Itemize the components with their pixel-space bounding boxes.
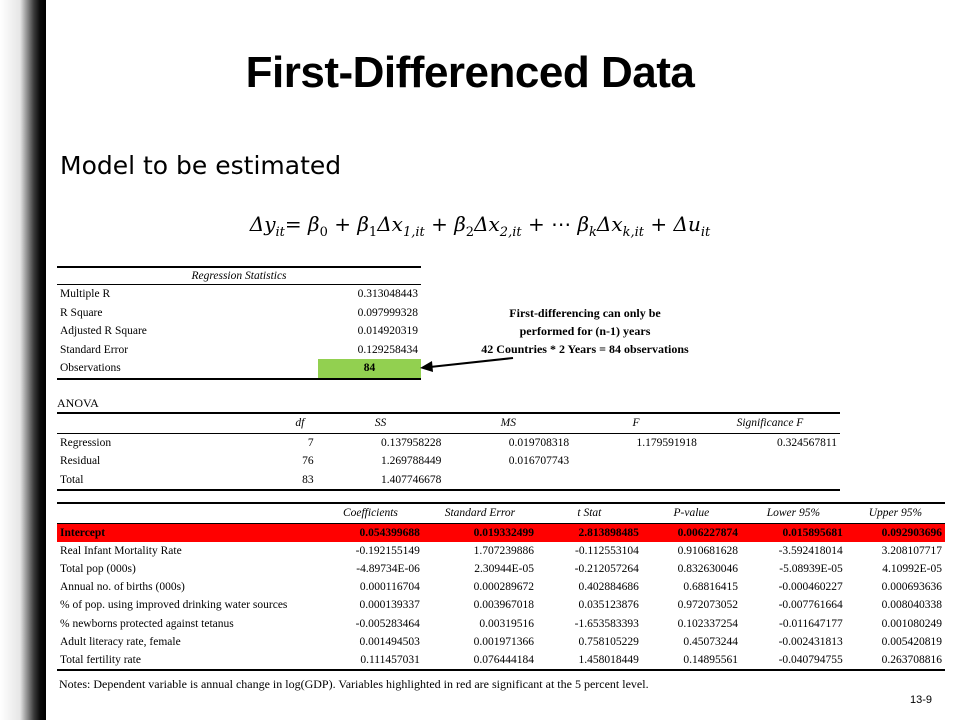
table-cell: 0.015895681 bbox=[741, 523, 846, 542]
table-cell: 0.00319516 bbox=[479, 617, 534, 630]
table-row bbox=[57, 452, 840, 471]
table-cell: -0.011647177 bbox=[779, 617, 843, 630]
table-cell: -0.002431813 bbox=[778, 635, 843, 648]
stat-value: 0.129258434 bbox=[357, 343, 418, 356]
table-cell: 3.208107717 bbox=[881, 544, 942, 557]
table-cell: 1.407746678 bbox=[317, 471, 445, 491]
regression-statistics-table bbox=[57, 266, 421, 380]
table-cell: 0.45073244 bbox=[683, 635, 738, 648]
table-row bbox=[57, 578, 945, 596]
table-cell: 4.10992E-05 bbox=[882, 563, 942, 575]
stat-label: Observations bbox=[57, 359, 318, 379]
table-row bbox=[57, 304, 421, 323]
table-cell: 0.003967018 bbox=[473, 599, 534, 612]
column-header: Lower 95% bbox=[741, 503, 846, 523]
table-cell: 0.758105229 bbox=[578, 635, 639, 648]
table-row bbox=[57, 341, 421, 360]
column-header: F bbox=[572, 413, 700, 433]
table-cell: 0.006227874 bbox=[642, 523, 741, 542]
row-label: Adult literacy rate, female bbox=[60, 635, 181, 648]
table-cell: 0.000289672 bbox=[473, 581, 534, 594]
table-cell: 0.14895561 bbox=[642, 651, 741, 670]
table-row bbox=[57, 359, 421, 379]
table-cell: -0.007761664 bbox=[778, 599, 843, 612]
table-row bbox=[57, 596, 945, 614]
table-cell: 0.019708318 bbox=[508, 436, 570, 449]
table-cell: 0.263708816 bbox=[846, 651, 945, 670]
table-row bbox=[57, 651, 945, 670]
anova-label: ANOVA bbox=[57, 396, 99, 410]
annotation-line: performed for (n-1) years bbox=[519, 324, 651, 338]
table-cell: 7 bbox=[307, 436, 314, 449]
stat-label: R Square bbox=[60, 306, 103, 319]
stat-value: 0.014920319 bbox=[357, 325, 418, 338]
stat-value: 0.097999328 bbox=[357, 306, 418, 319]
table-row bbox=[57, 433, 840, 452]
table-notes: Notes: Dependent variable is annual change in log(GDP). Variables highlighted in red are significant at the 5 percent level. bbox=[59, 677, 649, 691]
stat-label: Multiple R bbox=[60, 288, 111, 300]
table-cell: 1.707239886 bbox=[473, 544, 534, 557]
regression-statistics-header: Regression Statistics bbox=[57, 267, 421, 285]
column-header: Significance F bbox=[700, 413, 840, 433]
table-cell bbox=[572, 471, 700, 491]
row-label: Residual bbox=[60, 455, 101, 468]
row-label: Annual no. of births (000s) bbox=[60, 581, 185, 594]
table-cell: 0.137958228 bbox=[381, 436, 442, 449]
table-cell: -4.89734E-06 bbox=[356, 563, 420, 575]
table-row bbox=[57, 322, 421, 341]
table-cell: 1.269788449 bbox=[381, 455, 442, 468]
table-cell: -0.040794755 bbox=[741, 651, 846, 670]
table-cell: 0.035123876 bbox=[578, 599, 639, 612]
table-row bbox=[57, 560, 945, 578]
table-row bbox=[57, 285, 421, 304]
table-cell: 83 bbox=[283, 471, 317, 491]
table-cell bbox=[444, 471, 572, 491]
table-cell: 0.324567811 bbox=[777, 436, 837, 449]
arrow-icon bbox=[418, 350, 518, 374]
column-header: t Stat bbox=[537, 503, 642, 523]
table-cell: -0.192155149 bbox=[355, 544, 420, 557]
table-row bbox=[57, 471, 840, 491]
coefficients-table bbox=[57, 502, 945, 671]
table-row bbox=[57, 615, 945, 633]
stat-value: 0.313048443 bbox=[357, 288, 418, 300]
table-cell: 0.005420819 bbox=[881, 635, 942, 648]
column-header: Coefficients bbox=[318, 503, 423, 523]
table-cell: 1.458018449 bbox=[537, 651, 642, 670]
table-cell: 0.076444184 bbox=[423, 651, 537, 670]
column-header: Upper 95% bbox=[846, 503, 945, 523]
table-cell: 0.000116704 bbox=[359, 581, 420, 594]
table-cell: -1.653583393 bbox=[574, 617, 639, 630]
table-cell: 2.30944E-05 bbox=[474, 563, 534, 575]
table-header-row bbox=[57, 503, 945, 523]
table-cell: 0.001971366 bbox=[473, 635, 534, 648]
table-cell: 0.001080249 bbox=[881, 617, 942, 630]
table-header-row bbox=[57, 413, 840, 433]
row-label: Total fertility rate bbox=[57, 651, 318, 670]
observations-value: 84 bbox=[318, 359, 421, 379]
table-row bbox=[57, 542, 945, 560]
table-cell: -3.592418014 bbox=[778, 544, 843, 557]
table-cell: -0.212057264 bbox=[574, 563, 639, 575]
column-header: df bbox=[283, 413, 317, 433]
table-row-significant bbox=[57, 523, 945, 542]
table-cell: 0.832630046 bbox=[677, 563, 738, 575]
table-cell: 0.68816415 bbox=[683, 581, 738, 594]
left-decorative-bar bbox=[0, 0, 46, 720]
table-cell: 76 bbox=[302, 455, 314, 468]
table-cell: 1.179591918 bbox=[636, 436, 697, 449]
column-header: SS bbox=[317, 413, 445, 433]
stat-label: Adjusted R Square bbox=[60, 325, 147, 338]
table-cell: -0.112553104 bbox=[575, 544, 639, 557]
row-label: % of pop. using improved drinking water sources bbox=[60, 599, 288, 612]
stat-label: Standard Error bbox=[60, 343, 129, 356]
table-cell: 0.092903696 bbox=[846, 523, 945, 542]
table-cell: 0.910681628 bbox=[677, 544, 738, 557]
table-cell: 0.019332499 bbox=[423, 523, 537, 542]
table-cell: 0.111457031 bbox=[318, 651, 423, 670]
column-header bbox=[57, 503, 318, 523]
column-header: MS bbox=[444, 413, 572, 433]
table-cell: -0.000460227 bbox=[778, 581, 843, 594]
row-label: Total pop (000s) bbox=[60, 563, 136, 575]
slide-subtitle: Model to be estimated bbox=[60, 151, 342, 180]
table-cell bbox=[700, 471, 840, 491]
annotation-line: 42 Countries * 2 Years = 84 observations bbox=[481, 342, 689, 356]
slide-number: 13-9 bbox=[909, 694, 932, 706]
row-label: Total bbox=[57, 471, 283, 491]
row-label: Regression bbox=[60, 436, 112, 449]
table-cell: 0.000693636 bbox=[881, 581, 942, 594]
table-row bbox=[57, 633, 945, 651]
slide-title: First-Differenced Data bbox=[245, 48, 695, 97]
row-label: Real Infant Mortality Rate bbox=[60, 544, 182, 557]
table-cell: 0.402884686 bbox=[578, 581, 639, 594]
table-cell bbox=[572, 452, 700, 471]
table-cell: 0.001494503 bbox=[359, 635, 420, 648]
table-cell: 0.008040338 bbox=[881, 599, 942, 612]
table-cell: 0.102337254 bbox=[677, 617, 738, 630]
table-cell bbox=[700, 452, 840, 471]
annotation-line: First-differencing can only be bbox=[509, 306, 661, 320]
table-cell: 0.016707743 bbox=[508, 455, 570, 468]
column-header: Standard Error bbox=[423, 503, 537, 523]
table-cell: 0.054399688 bbox=[318, 523, 423, 542]
column-header bbox=[57, 413, 283, 433]
anova-table bbox=[57, 412, 840, 491]
row-label: Intercept bbox=[57, 523, 318, 542]
table-cell: -0.005283464 bbox=[355, 617, 420, 630]
row-label: % newborns protected against tetanus bbox=[60, 617, 234, 630]
table-cell: 2.813898485 bbox=[537, 523, 642, 542]
table-cell: -5.08939E-05 bbox=[779, 563, 843, 575]
column-header: P-value bbox=[642, 503, 741, 523]
table-cell: 0.972073052 bbox=[677, 599, 738, 612]
model-equation: $\Delta y_{it}= \beta_0 + \beta_1\Delta x_{1,it} + \beta_2\Delta x_{2,it}$ + ⋯ $\beta_k\Delta x_{k,it} + \Delta u_{it}$ bbox=[249, 212, 711, 240]
table-cell: 0.000139337 bbox=[359, 599, 420, 612]
